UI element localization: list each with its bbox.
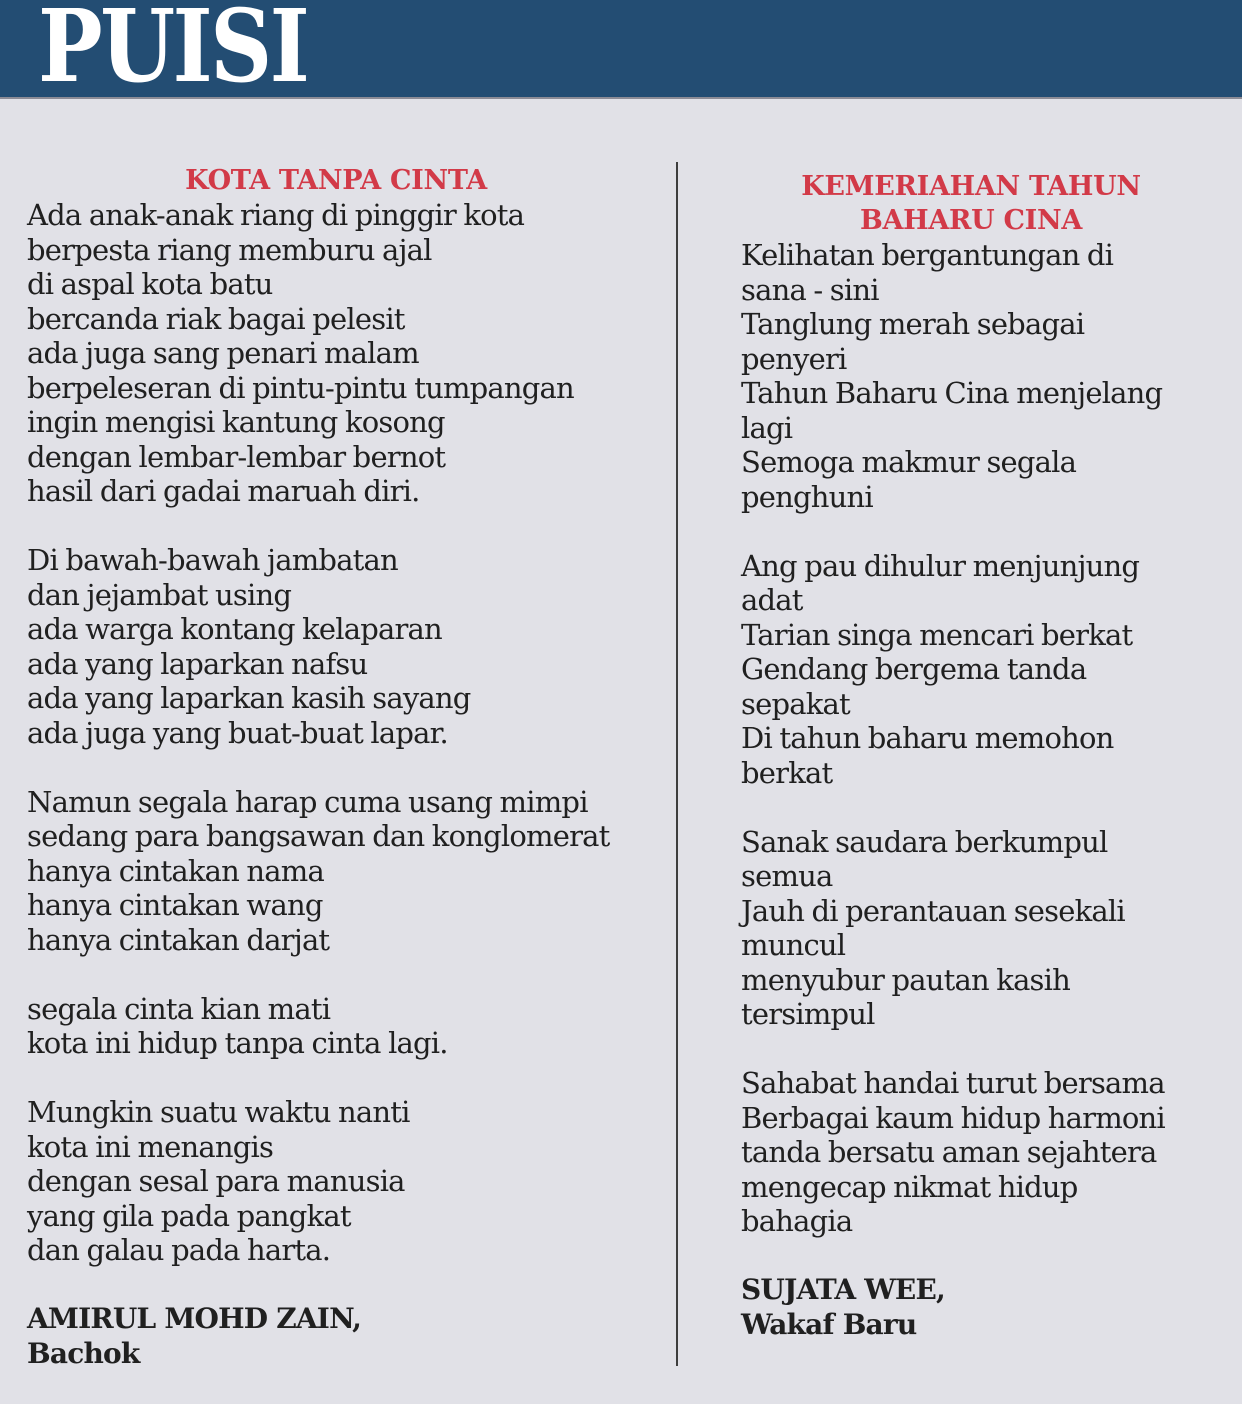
poem-line: hasil dari gadai maruah diri. (27, 474, 420, 508)
stanza (27, 992, 667, 1061)
author-location: Wakaf Baru (741, 1307, 917, 1341)
poem-line: Tarian singa mencari berkat (741, 617, 1133, 652)
poem-line: sana - sini (741, 272, 879, 307)
column-divider (676, 162, 678, 1366)
poem-line: bercanda riak bagai pelesit (27, 301, 405, 336)
masthead-banner (0, 0, 1242, 105)
stanza (741, 549, 1236, 791)
poem-title-line: BAHARU CINA (859, 205, 1083, 236)
poem-line: dan galau pada harta. (27, 1233, 331, 1267)
poem-line: Berbagai kaum hidup harmoni (741, 1100, 1165, 1135)
poem-line: semua (741, 859, 833, 893)
stanza (741, 825, 1236, 1032)
poem-line: Namun segala harap cuma usang mimpi (27, 784, 588, 819)
poem-line: hanya cintakan darjat (27, 922, 330, 957)
poem-line: Sanak saudara berkumpul (741, 824, 1108, 859)
poem-line: ingin mengisi kantung kosong (27, 405, 445, 439)
poem-line: sepakat (741, 686, 850, 721)
stanza (741, 238, 1236, 514)
poem-line: Jauh di perantauan sesekali (741, 893, 1125, 928)
poem-line: ada juga yang buat-buat lapar. (27, 715, 448, 750)
author-name: SUJATA WEE, (741, 1273, 945, 1306)
poem-line: penyeri (741, 341, 847, 376)
stanza (27, 543, 667, 750)
poem-line: Gendang bergema tanda (741, 652, 1087, 686)
poem-line: lagi (741, 410, 793, 445)
poem-kemeriahan-tahun-baharu-cina (741, 170, 1236, 1342)
poem-line: hanya cintakan nama (27, 853, 324, 888)
section-title: PUISI (38, 0, 308, 105)
poem-line: kota ini menangis (27, 1129, 274, 1164)
poem-line: Semoga makmur segala (741, 445, 1077, 479)
poem-line: Ang pau dihulur menjunjung (741, 548, 1140, 583)
poem-line: tanda bersatu aman sejahtera (741, 1135, 1157, 1169)
poem-line: dan jejambat using (27, 577, 292, 612)
poem-line: berpeleseran di pintu-pintu tumpangan (27, 370, 574, 405)
author-credit (27, 1302, 667, 1371)
poem-line: bahagia (741, 1204, 853, 1238)
author-credit (741, 1273, 1236, 1342)
poem-line: kota ini hidup tanpa cinta lagi. (27, 1026, 448, 1060)
author-name: AMIRUL MOHD ZAIN, (27, 1302, 362, 1335)
poem-title: KOTA TANPA CINTA (185, 165, 487, 196)
poem-line: Tanglung merah sebagai (741, 307, 1085, 341)
poem-line: Di tahun baharu memohon (741, 721, 1114, 755)
poem-line: yang gila pada pangkat (27, 1198, 351, 1233)
poem-line: hanya cintakan wang (27, 888, 323, 922)
poem-line: Di bawah-bawah jambatan (27, 543, 398, 577)
poem-line: sedang para bangsawan dan konglomerat (27, 819, 610, 853)
poem-title-line: KEMERIAHAN TAHUN (801, 171, 1141, 202)
stanza (27, 785, 667, 958)
poem-line: ada yang laparkan kasih sayang (27, 681, 471, 715)
stanza (27, 1095, 667, 1268)
poem-line: ada yang laparkan nafsu (27, 646, 368, 681)
poem-body (27, 198, 667, 1268)
poem-line: segala cinta kian mati (27, 991, 331, 1026)
poem-line: ada warga kontang kelaparan (27, 612, 442, 646)
poem-line: Ada anak-anak riang di pinggir kota (27, 198, 525, 232)
stanza (27, 198, 667, 509)
poem-line: muncul (741, 928, 846, 962)
poem-line: berpesta riang memburu ajal (27, 232, 432, 267)
poem-line: adat (741, 583, 803, 617)
poem-title (741, 170, 1201, 238)
poem-kota-tanpa-cinta (27, 164, 667, 1371)
poem-line: ada juga sang penari malam (27, 336, 419, 370)
poem-line: Kelihatan bergantungan di (741, 238, 1114, 272)
poem-line: tersimpul (741, 997, 875, 1031)
poem-body (741, 238, 1236, 1239)
poem-line: mengecap nikmat hidup (741, 1169, 1078, 1204)
poem-line: Sahabat handai turut bersama (741, 1066, 1165, 1100)
stanza (741, 1066, 1236, 1239)
poem-line: berkat (741, 755, 833, 790)
poem-line: dengan lembar-lembar bernot (27, 439, 446, 474)
poem-line: dengan sesal para manusia (27, 1164, 405, 1198)
poem-line: Mungkin suatu waktu nanti (27, 1095, 410, 1129)
poem-line: menyubur pautan kasih (741, 962, 1070, 997)
poem-line: di aspal kota batu (27, 267, 273, 301)
author-location: Bachok (27, 1336, 140, 1370)
poem-line: Tahun Baharu Cina menjelang (741, 376, 1163, 410)
poem-line: penghuni (741, 479, 873, 514)
